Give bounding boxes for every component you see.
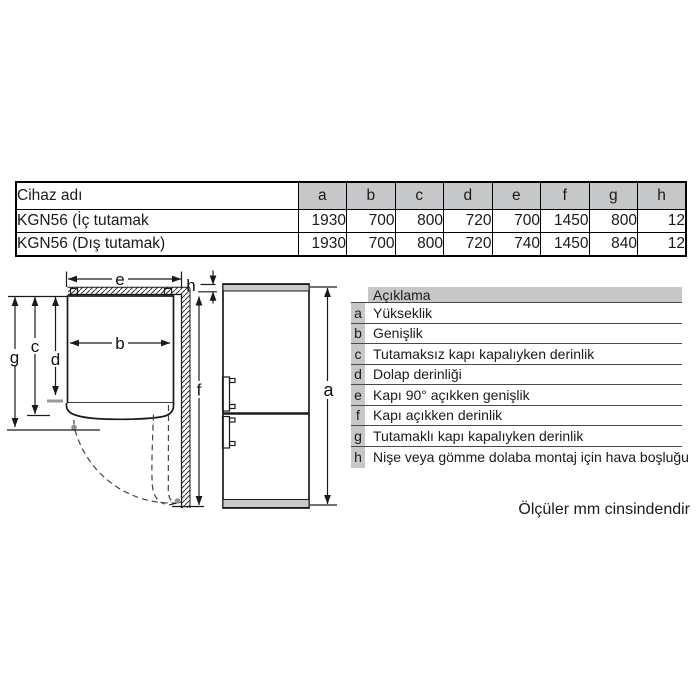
legend-row-f <box>351 406 682 427</box>
legend-key: d <box>351 365 365 385</box>
spec-table <box>15 181 687 257</box>
value-f: 1450 <box>541 210 590 233</box>
legend-label: Nişe veya gömme dolaba montaj için hava boşluğu <box>373 449 689 465</box>
spec-table-header-h: h <box>638 182 687 210</box>
spec-table-header-g: g <box>589 182 638 210</box>
dimension-label-h: h <box>186 276 196 295</box>
value-d: 720 <box>444 210 493 233</box>
table-row <box>16 210 686 233</box>
spec-table-header-e: e <box>492 182 541 210</box>
dimension-label-a: a <box>323 380 334 400</box>
model-name: KGN56 (İç tutamak <box>16 210 298 233</box>
legend-key: f <box>351 406 365 426</box>
legend-row-a <box>351 303 682 324</box>
dimension-h <box>186 271 217 304</box>
top-view-fridge <box>67 289 174 431</box>
value-b: 700 <box>347 210 396 233</box>
value-f: 1450 <box>541 233 590 257</box>
bottom-strip <box>223 500 309 508</box>
table-row <box>16 233 686 257</box>
front-view-body <box>223 284 309 508</box>
value-c: 800 <box>395 210 444 233</box>
legend-row-e <box>351 385 682 406</box>
dimension-label-g: g <box>9 348 20 367</box>
spec-table-header-a: a <box>298 182 347 210</box>
value-c: 800 <box>395 233 444 257</box>
dimension-e <box>67 270 182 289</box>
spec-table-header-d: d <box>444 182 493 210</box>
spec-table-header-b: b <box>347 182 396 210</box>
dimension-a <box>310 287 337 505</box>
top-strip <box>223 285 309 292</box>
legend-label: Kapı 90° açıkken genişlik <box>373 386 530 403</box>
legend-title: Açıklama <box>368 287 682 302</box>
value-g: 840 <box>589 233 638 257</box>
model-name: KGN56 (Dış tutamak) <box>16 233 298 257</box>
value-e: 740 <box>492 233 541 257</box>
value-h: 12 <box>638 210 687 233</box>
legend-key: a <box>351 303 365 323</box>
legend-key: c <box>351 344 365 364</box>
dimension-label-d: d <box>50 350 61 369</box>
spec-table-header-f: f <box>541 182 590 210</box>
legend-table <box>351 286 689 468</box>
legend-row-d <box>351 365 682 386</box>
value-h: 12 <box>638 233 687 257</box>
legend-key: g <box>351 426 365 446</box>
legend-header-row <box>351 287 682 303</box>
legend-label: Tutamaksız kapı kapalıyken derinlik <box>373 345 595 362</box>
open-door-handle-dot <box>175 498 181 504</box>
legend-header-key-cell <box>351 287 365 302</box>
legend-label: Genişlik <box>373 325 423 342</box>
value-g: 800 <box>589 210 638 233</box>
legend-row-b <box>351 324 682 345</box>
legend-row-g <box>351 426 682 447</box>
spec-table-header-c: c <box>395 182 444 210</box>
dimension-d <box>47 297 63 401</box>
legend-row-c <box>351 344 682 365</box>
front-view-fridge <box>223 284 310 508</box>
units-note: Ölçüler mm cinsindendir <box>518 501 690 518</box>
legend-label: Dolap derinliği <box>373 366 462 383</box>
dimension-label-f: f <box>196 380 202 400</box>
dimension-drawing <box>0 268 345 520</box>
value-d: 720 <box>444 233 493 257</box>
value-a: 1930 <box>298 210 347 233</box>
dimension-label-b: b <box>115 334 125 353</box>
value-a: 1930 <box>298 233 347 257</box>
dimension-c <box>27 297 50 416</box>
legend-key: h <box>351 447 365 468</box>
legend-label: Tutamaklı kapı kapalıyken derinlik <box>373 427 584 444</box>
door-swing-arc <box>75 430 174 503</box>
spec-table-header-row <box>16 182 686 210</box>
legend-label: Kapı açıkken derinlik <box>373 407 503 424</box>
dimension-label-c: c <box>30 337 40 356</box>
legend-key: b <box>351 324 365 344</box>
spec-table-header-device: Cihaz adı <box>16 182 298 210</box>
value-b: 700 <box>347 233 396 257</box>
dimension-label-e: e <box>115 270 125 289</box>
value-e: 700 <box>492 210 541 233</box>
legend-label: Yükseklik <box>373 304 433 321</box>
top-view-door <box>67 403 174 419</box>
legend-key: e <box>351 385 365 405</box>
legend-row-h <box>351 447 689 468</box>
